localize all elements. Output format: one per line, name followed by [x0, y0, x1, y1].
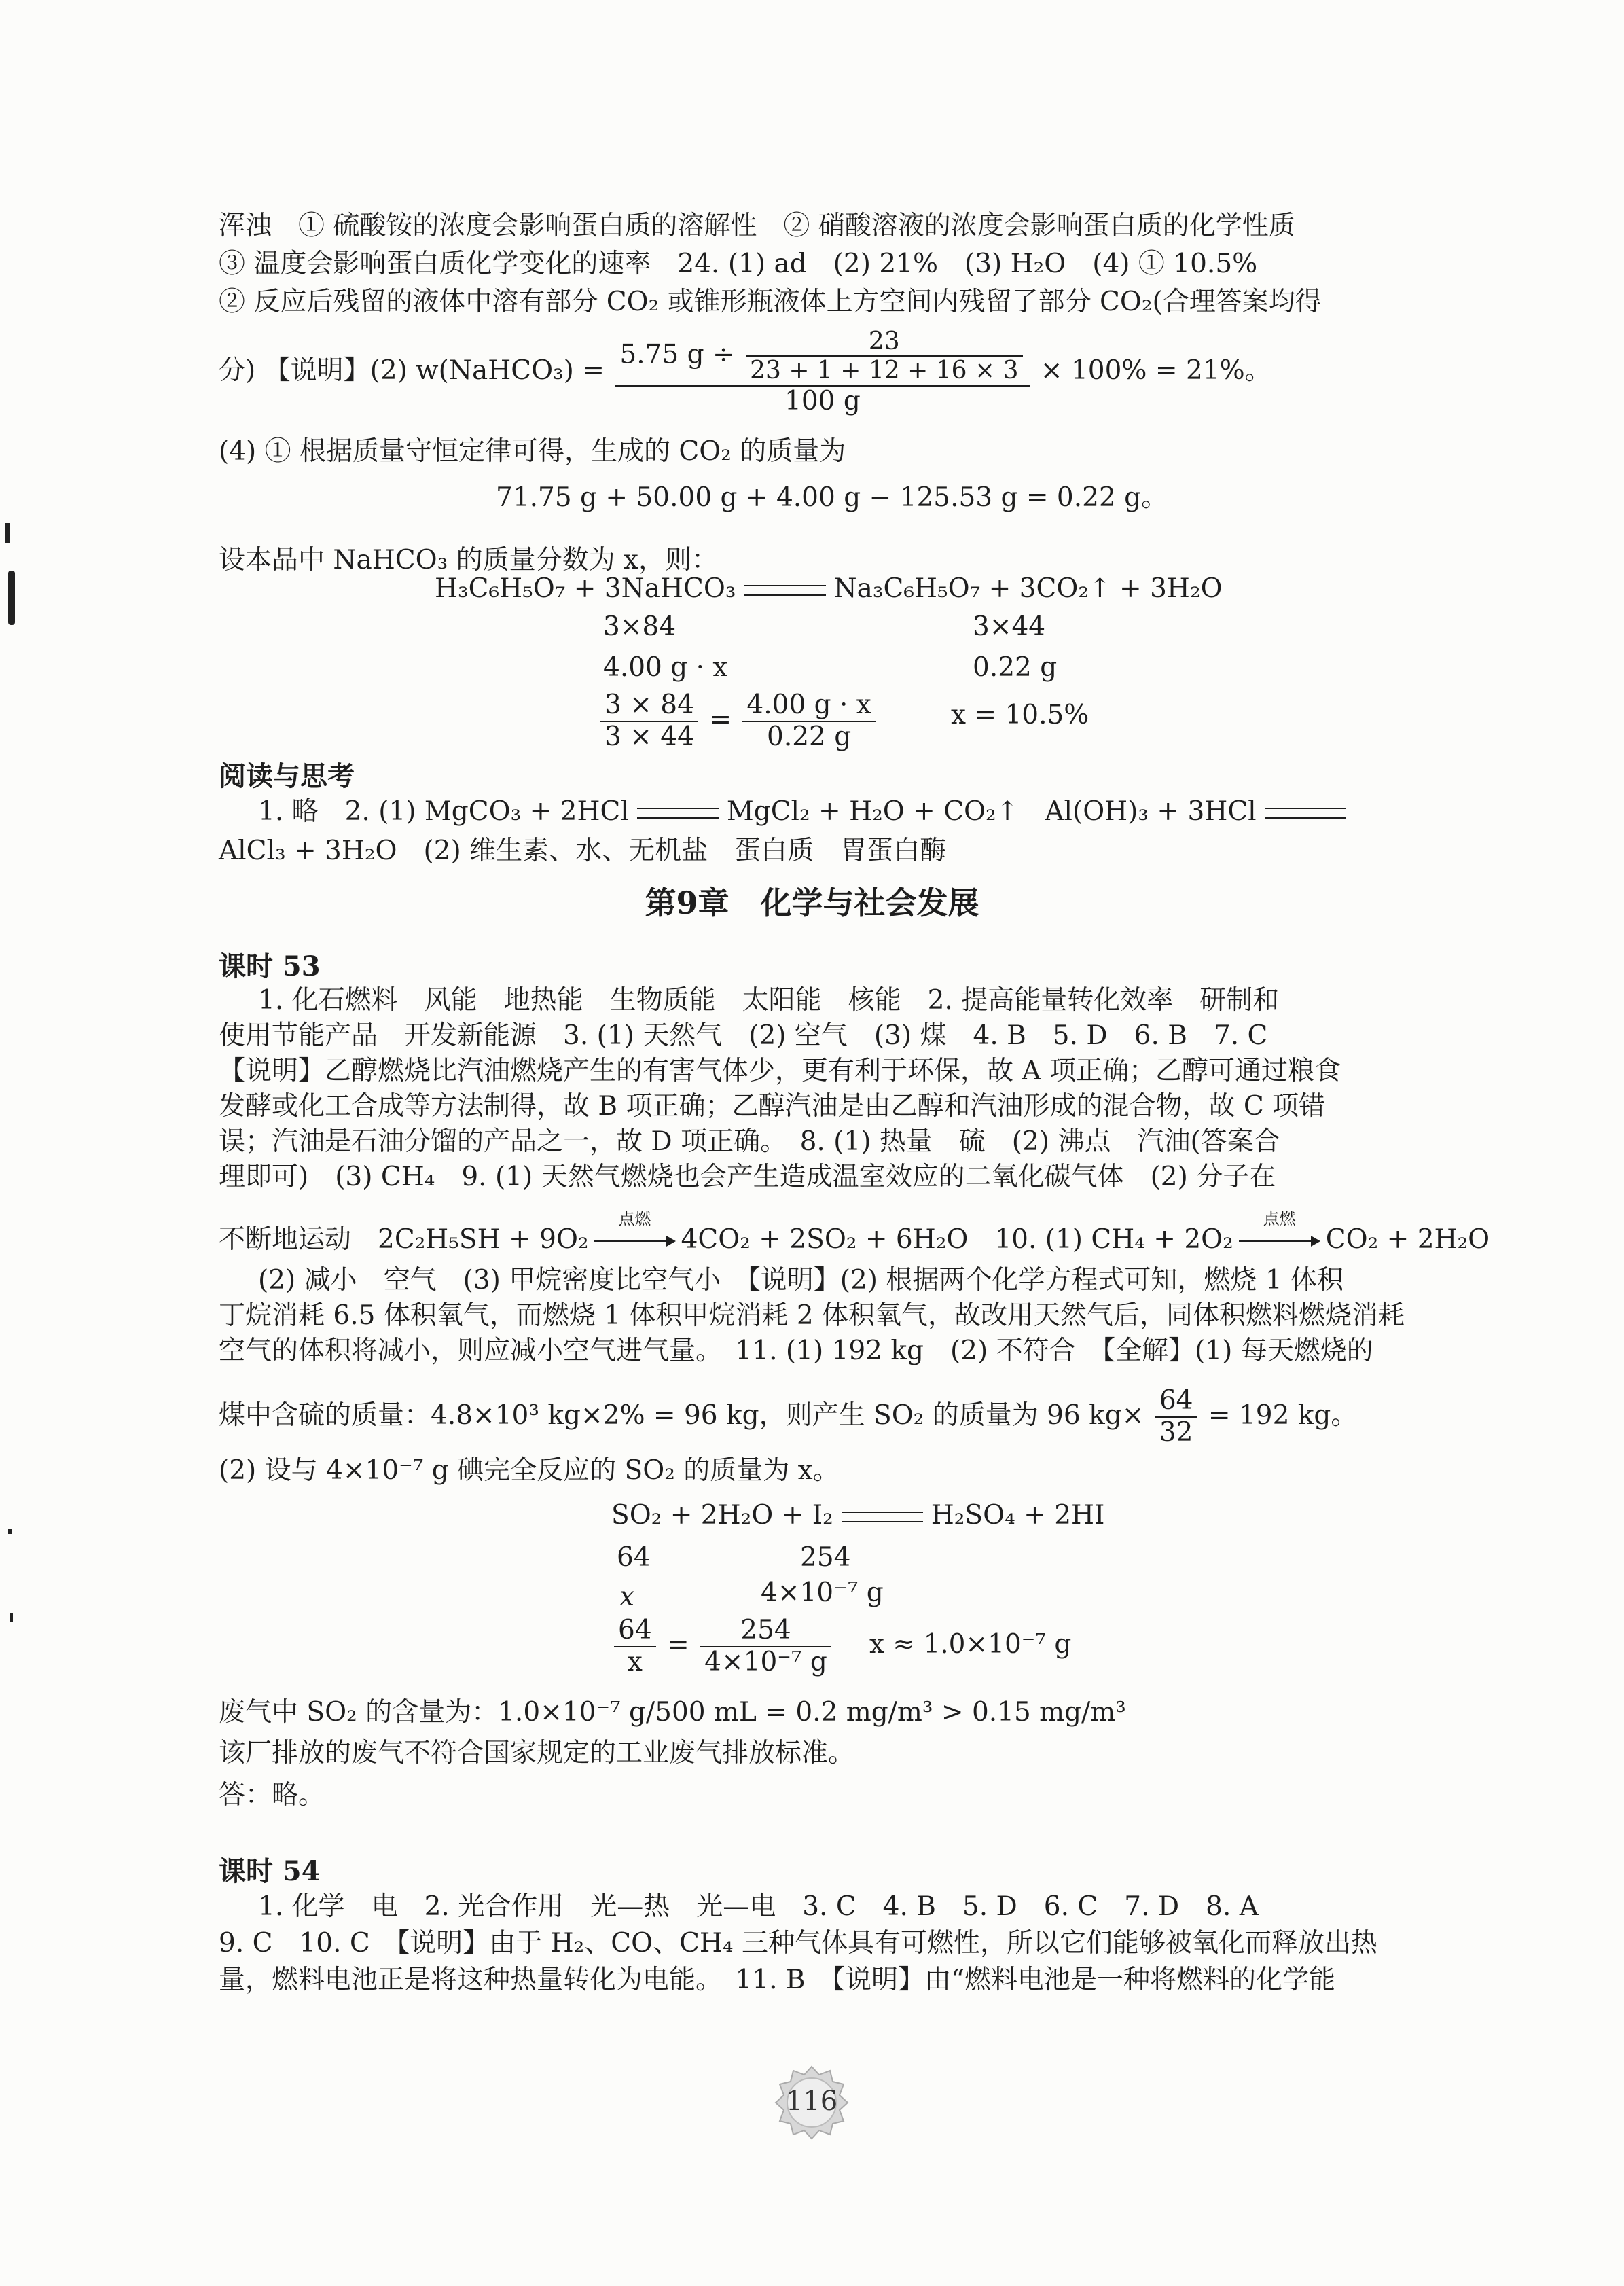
text-segment: 1. 略 2. (1) MgCO₃ + 2HCl	[258, 796, 629, 827]
result: x = 10.5%	[951, 700, 1089, 730]
text-line: (2) 减小 空气 (3) 甲烷密度比空气小 【说明】(2) 根据两个化学方程式可知，燃烧 1 体积	[258, 1265, 1344, 1296]
fraction	[600, 690, 698, 753]
equals-sign	[842, 1512, 923, 1522]
inner-fraction	[746, 327, 1022, 385]
fraction	[1155, 1386, 1197, 1448]
text-line	[219, 1209, 1490, 1257]
fraction	[742, 690, 875, 753]
text-line: 1. 化石燃料 风能 地热能 生物质能 太阳能 核能 2. 提高能量转化效率 研制和	[258, 985, 1280, 1016]
text-line	[258, 795, 1354, 829]
text-line: ③ 温度会影响蛋白质化学变化的速率 24. (1) ad (2) 21% (3) H₂O (4) ① 10.5%	[219, 249, 1258, 279]
section-heading: 课时 53	[219, 950, 321, 982]
formula-suffix: × 100% = 21%。	[1040, 355, 1271, 386]
equals-sign: =	[667, 1629, 689, 1660]
text-line: ② 反应后残留的液体中溶有部分 CO₂ 或锥形瓶液体上方空间内残留了部分 CO₂(合理答案均得	[219, 287, 1322, 317]
equals-sign	[1265, 808, 1346, 819]
fraction-numerator: 4.00 g · x	[742, 690, 875, 722]
text-segment: 煤中含硫的质量：4.8×10³ kg×2% = 96 kg，则产生 SO₂ 的质量为 96 kg×	[219, 1399, 1144, 1431]
scan-mark	[8, 1529, 12, 1534]
inner-denominator: 23 + 1 + 12 + 16 × 3	[750, 357, 1019, 385]
scan-mark	[8, 571, 15, 625]
equals-sign	[744, 585, 826, 596]
scan-mark	[5, 523, 10, 543]
equals-sign: =	[709, 704, 732, 735]
text-line: 量，燃料电池正是将这种热量转化为电能。 11. B 【说明】由“燃料电池是一种将燃料的化学能	[219, 1965, 1336, 1995]
fraction-denominator: 32	[1159, 1416, 1193, 1448]
equals-sign	[637, 808, 719, 819]
fraction	[614, 1615, 656, 1678]
text-line: 该厂排放的废气不符合国家规定的工业废气排放标准。	[219, 1738, 855, 1768]
formula-line	[219, 327, 1271, 417]
section-heading: 阅读与思考	[219, 760, 355, 792]
reaction-arrow	[594, 1209, 676, 1251]
ratio-b: 3×44	[973, 611, 1046, 642]
ratio-a: 64	[617, 1542, 651, 1573]
fraction-denominator: 0.22 g	[767, 721, 852, 752]
text-line: 空气的体积将减小，则应减小空气进气量。 11. (1) 192 kg (2) 不符合 【全解】(1) 每天燃烧的	[219, 1336, 1373, 1366]
fraction-numerator	[615, 327, 1029, 387]
proportion	[598, 690, 878, 753]
inner-numerator: 23	[746, 327, 1022, 357]
proportion	[611, 1615, 834, 1678]
text-line: 设本品中 NaHCO₃ 的质量分数为 x，则：	[219, 545, 719, 575]
text-line: 丁烷消耗 6.5 体积氧气，而燃烧 1 体积甲烷消耗 2 体积氧气，故改用天然气后，同体积燃料燃烧消耗	[219, 1300, 1405, 1331]
ratio-b: 254	[800, 1542, 851, 1573]
numerator-text: 5.75 g ÷	[619, 339, 735, 370]
chapter-title: 第9章 化学与社会发展	[645, 885, 979, 921]
text-line: 1. 化学 电 2. 光合作用 光—热 光—电 3. C 4. B 5. D 6. C 7. D 8. A	[258, 1891, 1259, 1922]
text-segment: 4CO₂ + 2SO₂ + 6H₂O 10. (1) CH₄ + 2O₂	[681, 1224, 1233, 1255]
ratio-a: 3×84	[603, 611, 676, 642]
equation-left: H₃C₆H₅O₇ + 3NaHCO₃	[435, 573, 736, 604]
text-line: 废气中 SO₂ 的含量为：1.0×10⁻⁷ g/500 mL = 0.2 mg/m³ > 0.15 mg/m³	[219, 1697, 1126, 1728]
fraction-denominator: 100 g	[784, 385, 861, 416]
text-segment: CO₂ + 2H₂O	[1325, 1224, 1490, 1255]
text-line: 发酵或化工合成等方法制得，故 B 项正确；乙醇汽油是由乙醇和汽油形成的混合物，故 C 项错	[219, 1091, 1326, 1122]
equation-right: H₂SO₄ + 2HI	[931, 1500, 1105, 1531]
fraction-numerator: 64	[1155, 1386, 1197, 1418]
page-number: 116	[785, 2086, 838, 2117]
fraction-denominator: 3 × 44	[605, 721, 694, 752]
fraction-numerator: 254	[700, 1615, 831, 1647]
mass-a: x	[619, 1582, 634, 1612]
formula-prefix: 分) 【说明】(2) w(NaHCO₃) =	[219, 355, 613, 386]
fraction	[615, 327, 1029, 417]
text-line: 答：略。	[219, 1780, 325, 1810]
text-line: 9. C 10. C 【说明】由于 H₂、CO、CH₄ 三种气体具有可燃性，所以它们能够被氧化而释放出热	[219, 1928, 1377, 1959]
fraction-denominator: x	[627, 1646, 643, 1677]
result: x ≈ 1.0×10⁻⁷ g	[869, 1629, 1072, 1660]
fraction-numerator: 64	[614, 1615, 656, 1647]
text-line: 浑浊 ① 硫酸铵的浓度会影响蛋白质的溶解性 ② 硝酸溶液的浓度会影响蛋白质的化学性质	[219, 211, 1295, 241]
scan-mark	[10, 1613, 13, 1622]
reaction-arrow	[1239, 1209, 1320, 1251]
text-segment: = 192 kg。	[1208, 1399, 1358, 1431]
text-line: 【说明】乙醇燃烧比汽油燃烧产生的有害气体少，更有利于环保，故 A 项正确；乙醇可通过粮食	[219, 1056, 1341, 1086]
arrow-label: 点燃	[1263, 1209, 1296, 1228]
fraction	[700, 1615, 831, 1678]
fraction-numerator: 3 × 84	[600, 690, 698, 722]
chemical-equation	[435, 572, 1223, 606]
arrow-label: 点燃	[618, 1209, 651, 1228]
text-line: AlCl₃ + 3H₂O (2) 维生素、水、无机盐 蛋白质 胃蛋白酶	[219, 836, 947, 866]
mass-a: 4.00 g · x	[603, 652, 728, 683]
equation-left: SO₂ + 2H₂O + I₂	[611, 1500, 833, 1531]
text-line: 误；汽油是石油分馏的产品之一，故 D 项正确。 8. (1) 热量 硫 (2) 沸点 汽油(答案合	[219, 1126, 1280, 1157]
calculation-line: 71.75 g + 50.00 g + 4.00 g − 125.53 g = 0.22 g。	[496, 482, 1168, 513]
section-heading: 课时 54	[219, 1855, 321, 1887]
mass-b: 0.22 g	[973, 652, 1058, 683]
text-line	[219, 1386, 1357, 1448]
text-segment: MgCl₂ + H₂O + CO₂↑ Al(OH)₃ + 3HCl	[726, 796, 1257, 827]
equation-right: Na₃C₆H₅O₇ + 3CO₂↑ + 3H₂O	[833, 573, 1223, 604]
text-line: (4) ① 根据质量守恒定律可得，生成的 CO₂ 的质量为	[219, 436, 846, 467]
text-line: 使用节能产品 开发新能源 3. (1) 天然气 (2) 空气 (3) 煤 4. B 5. D 6. B 7. C	[219, 1020, 1268, 1051]
fraction-denominator: 4×10⁻⁷ g	[704, 1646, 827, 1677]
mass-b: 4×10⁻⁷ g	[761, 1577, 884, 1608]
chemical-equation	[611, 1499, 1104, 1533]
text-line: (2) 设与 4×10⁻⁷ g 碘完全反应的 SO₂ 的质量为 x。	[219, 1455, 840, 1486]
text-line: 理即可) (3) CH₄ 9. (1) 天然气燃烧也会产生造成温室效应的二氧化碳气体 (2) 分子在	[219, 1162, 1276, 1192]
text-segment: 不断地运动 2C₂H₅SH + 9O₂	[219, 1224, 589, 1255]
